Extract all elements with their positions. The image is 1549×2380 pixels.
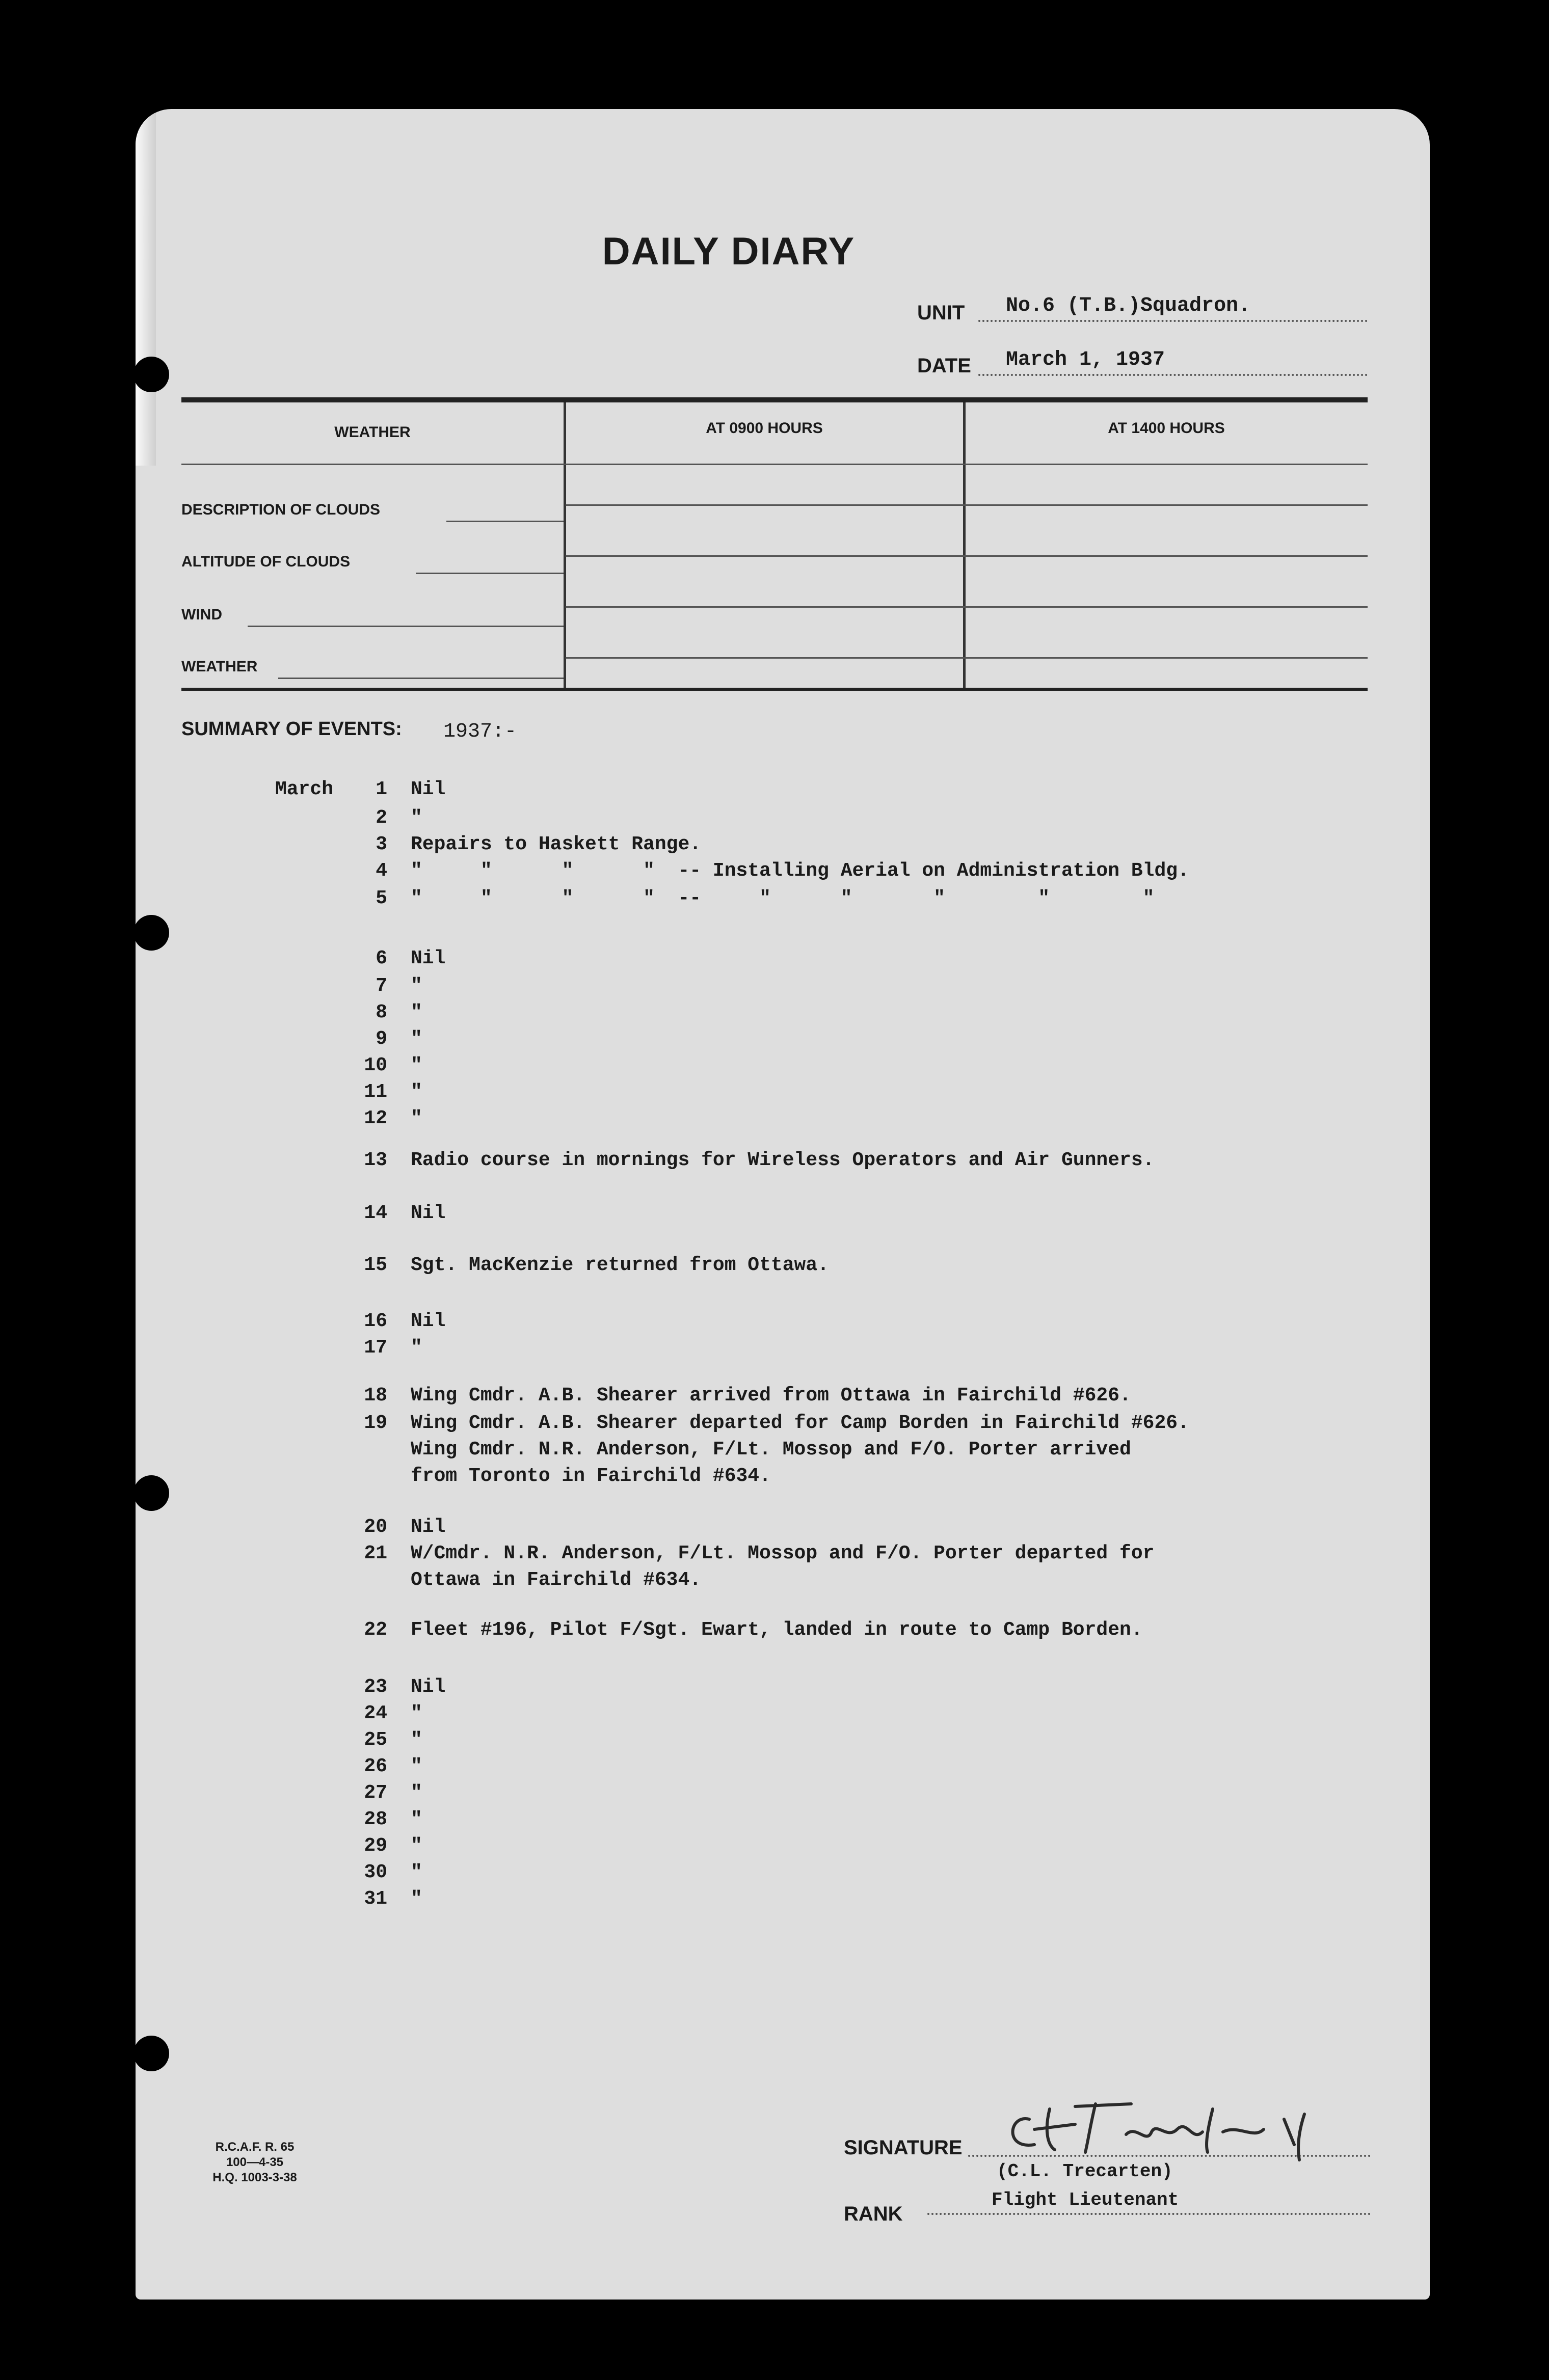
handwritten-signature [999, 2084, 1355, 2165]
event-text: " [411, 1888, 422, 1910]
header-divider [181, 464, 1368, 465]
event-day: 5 [376, 887, 387, 909]
event-day: 24 [364, 1702, 387, 1724]
event-text: Nil [411, 1676, 446, 1698]
1400-column-header: AT 1400 HOURS [1108, 420, 1225, 437]
event-text: Sgt. MacKenzie returned from Ottawa. [411, 1254, 829, 1276]
event-day: 18 [364, 1385, 387, 1407]
event-day: 9 [376, 1028, 387, 1050]
event-text: " " " " -- " " " " " [411, 887, 1155, 909]
signature-name: (C.L. Trecarten) [997, 2161, 1173, 2182]
event-day: 17 [364, 1337, 387, 1359]
unit-label: UNIT [917, 302, 965, 324]
summary-year: 1937:- [443, 720, 517, 743]
signature-label: SIGNATURE [844, 2136, 963, 2159]
event-day: 11 [364, 1081, 387, 1103]
event-text: " [411, 1028, 422, 1050]
summary-label: SUMMARY OF EVENTS: [181, 718, 402, 740]
event-day: 29 [364, 1835, 387, 1857]
altitude-of-clouds-label: ALTITUDE OF CLOUDS [181, 553, 351, 570]
event-day: 3 [376, 833, 387, 855]
event-day: 20 [364, 1516, 387, 1538]
weather-column-header: WEATHER [334, 424, 411, 441]
form-title: DAILY DIARY [602, 230, 856, 273]
binder-hole [133, 357, 169, 392]
event-text: " [411, 1835, 422, 1857]
wind-label: WIND [181, 606, 222, 623]
event-text: " [411, 1054, 422, 1076]
weather-table [181, 397, 1368, 691]
event-text: Nil [411, 778, 446, 800]
event-day: 26 [364, 1755, 387, 1777]
weather-label: WEATHER [181, 658, 258, 675]
event-text: Wing Cmdr. N.R. Anderson, F/Lt. Mossop and F/O. Porter arrived [411, 1439, 1131, 1461]
event-text: " [411, 1729, 422, 1751]
event-text: " [411, 1107, 422, 1129]
event-text: " [411, 1002, 422, 1023]
event-text: Nil [411, 1310, 446, 1332]
event-text: " [411, 1782, 422, 1804]
date-line [978, 374, 1368, 376]
form-identifier: R.C.A.F. R. 65 100—4-35 H.Q. 1003-3-38 [212, 2140, 297, 2184]
event-day: 30 [364, 1861, 387, 1883]
event-text: Radio course in mornings for Wireless Operators and Air Gunners. [411, 1149, 1155, 1171]
event-day: 12 [364, 1107, 387, 1129]
event-day: 7 [376, 975, 387, 997]
event-text: from Toronto in Fairchild #634. [411, 1465, 771, 1487]
event-day: 1 [376, 778, 387, 800]
event-day: 27 [364, 1782, 387, 1804]
event-text: Nil [411, 948, 446, 969]
event-text: " [411, 1861, 422, 1883]
event-text: " [411, 1702, 422, 1724]
event-text: Nil [411, 1202, 446, 1224]
month-label: March [275, 778, 334, 800]
event-text: W/Cmdr. N.R. Anderson, F/Lt. Mossop and F/O. Porter departed for [411, 1543, 1155, 1564]
description-of-clouds-label: DESCRIPTION OF CLOUDS [181, 501, 381, 518]
event-day: 28 [364, 1808, 387, 1830]
event-day: 4 [376, 860, 387, 882]
rank-label: RANK [844, 2203, 903, 2225]
unit-value: No.6 (T.B.)Squadron. [1006, 294, 1251, 317]
column-divider [963, 402, 966, 688]
event-day: 31 [364, 1888, 387, 1910]
date-label: DATE [917, 355, 971, 377]
event-day: 16 [364, 1310, 387, 1332]
event-day: 10 [364, 1054, 387, 1076]
rank-value: Flight Lieutenant [992, 2189, 1179, 2210]
event-text: " [411, 1337, 422, 1359]
event-day: 21 [364, 1543, 387, 1564]
binder-hole [133, 915, 169, 951]
binder-hole [133, 1475, 169, 1511]
event-day: 13 [364, 1149, 387, 1171]
unit-line [978, 320, 1368, 322]
binder-hole [133, 2036, 169, 2071]
date-value: March 1, 1937 [1006, 348, 1165, 371]
event-text: Wing Cmdr. A.B. Shearer arrived from Ottawa in Fairchild #626. [411, 1385, 1131, 1407]
event-text: " [411, 975, 422, 997]
event-text: Fleet #196, Pilot F/Sgt. Ewart, landed in route to Camp Borden. [411, 1619, 1143, 1641]
event-day: 14 [364, 1202, 387, 1224]
event-day: 25 [364, 1729, 387, 1751]
column-divider [564, 402, 566, 688]
event-day: 6 [376, 948, 387, 969]
event-text: " " " " -- Installing Aerial on Administration Bldg. [411, 860, 1189, 882]
event-day: 22 [364, 1619, 387, 1641]
event-text: Nil [411, 1516, 446, 1538]
event-text: " [411, 1808, 422, 1830]
event-text: Repairs to Haskett Range. [411, 833, 702, 855]
event-text: Wing Cmdr. A.B. Shearer departed for Camp Borden in Fairchild #626. [411, 1412, 1189, 1434]
event-day: 8 [376, 1002, 387, 1023]
0900-column-header: AT 0900 HOURS [706, 420, 823, 437]
event-day: 23 [364, 1676, 387, 1698]
event-day: 2 [376, 807, 387, 829]
event-day: 15 [364, 1254, 387, 1276]
event-day: 19 [364, 1412, 387, 1434]
event-text: " [411, 1755, 422, 1777]
event-text: Ottawa in Fairchild #634. [411, 1569, 702, 1591]
rank-line [927, 2213, 1371, 2215]
event-text: " [411, 807, 422, 829]
event-text: " [411, 1081, 422, 1103]
